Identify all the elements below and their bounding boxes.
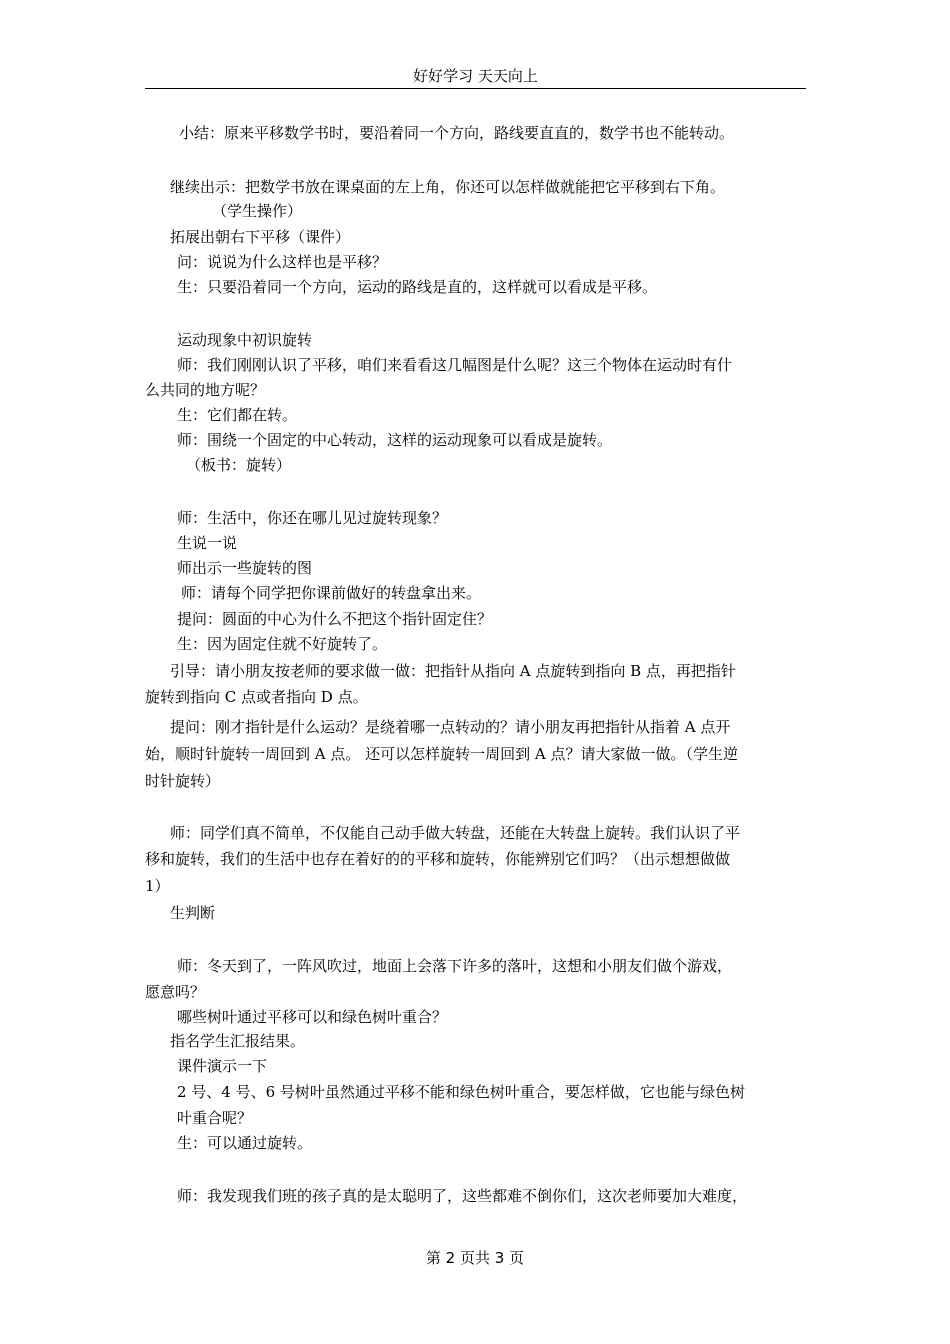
text-line: 2 号、4 号、6 号树叶虽然通过平移不能和绿色树叶重合，要怎样做，它也能与绿色树 (177, 1083, 745, 1101)
text-line: 指名学生汇报结果。 (170, 1032, 306, 1050)
text-line: 师：生活中，你还在哪儿见过旋转现象？ (177, 509, 448, 527)
text-line: 拓展出朝右下平移（课件） (170, 228, 351, 246)
text-line: 旋转到指向 C 点或者指向 D 点。 (145, 688, 368, 706)
page-footer: 第 2 页共 3 页 (425, 1249, 525, 1267)
text-line: 提问：圆面的中心为什么不把这个指针固定住？ (177, 610, 493, 628)
text-line: 哪些树叶通过平移可以和绿色树叶重合？ (177, 1008, 448, 1026)
text-line: 叶重合呢？ (177, 1109, 253, 1127)
text-line: 生：因为固定住就不好旋转了。 (177, 635, 388, 653)
text-line: 生：它们都在转。 (177, 406, 298, 424)
text-line: 运动现象中初识旋转 (177, 331, 313, 349)
text-line: 时针旋转） (145, 772, 221, 790)
text-line: 师：同学们真不简单，不仅能自己动手做大转盘，还能在大转盘上旋转。我们认识了平 (170, 824, 741, 842)
text-line: 继续出示：把数学书放在课桌面的左上角，你还可以怎样做就能把它平移到右下角。 (170, 178, 726, 196)
text-line: 问：说说为什么这样也是平移？ (177, 253, 388, 271)
text-line: 引导：请小朋友按老师的要求做一做：把指针从指向 A 点旋转到指向 B 点，再把指针 (170, 662, 736, 680)
text-line: 1） (145, 877, 170, 895)
text-line: 生判断 (170, 904, 216, 922)
text-line: 师：我发现我们班的孩子真的是太聪明了，这些都难不倒你们，这次老师要加大难度， (177, 1187, 748, 1205)
text-line: 小结：原来平移数学书时，要沿着同一个方向，路线要直直的，数学书也不能转动。 (179, 124, 735, 142)
text-line: 么共同的地方呢？ (145, 381, 266, 399)
text-line: 师：围绕一个固定的中心转动，这样的运动现象可以看成是旋转。 (177, 431, 613, 449)
text-line: 生：可以通过旋转。 (177, 1134, 313, 1152)
text-line: 生说一说 (177, 534, 238, 552)
page-header: 好好学习 天天向上 (413, 67, 538, 85)
text-line: 师：请每个同学把你课前做好的转盘拿出来。 (181, 584, 482, 602)
text-line: 师：我们刚刚认识了平移，咱们来看看这几幅图是什么呢？这三个物体在运动时有什 (177, 356, 733, 374)
text-line: 生：只要沿着同一个方向，运动的路线是直的，这样就可以看成是平移。 (177, 278, 658, 296)
text-line: 愿意吗？ (145, 983, 206, 1001)
text-line: 师：冬天到了，一阵风吹过，地面上会落下许多的落叶，这想和小朋友们做个游戏， (177, 957, 733, 975)
text-line: 课件演示一下 (177, 1057, 268, 1075)
text-line: 提问：刚才指针是什么运动？是绕着哪一点转动的？请小朋友再把指针从指着 A 点开 (170, 718, 731, 736)
text-line: 移和旋转，我们的生活中也存在着好的的平移和旋转，你能辨别它们吗？（出示想想做做 (145, 850, 731, 868)
text-line: 始，顺时针旋转一周回到 A 点。 还可以怎样旋转一周回到 A 点？请大家做一做。（学生逆 (145, 745, 739, 763)
text-line: 师出示一些旋转的图 (177, 559, 313, 577)
header-rule (145, 88, 806, 89)
text-line: （学生操作） (212, 202, 303, 220)
text-line: （板书：旋转） (186, 456, 292, 474)
